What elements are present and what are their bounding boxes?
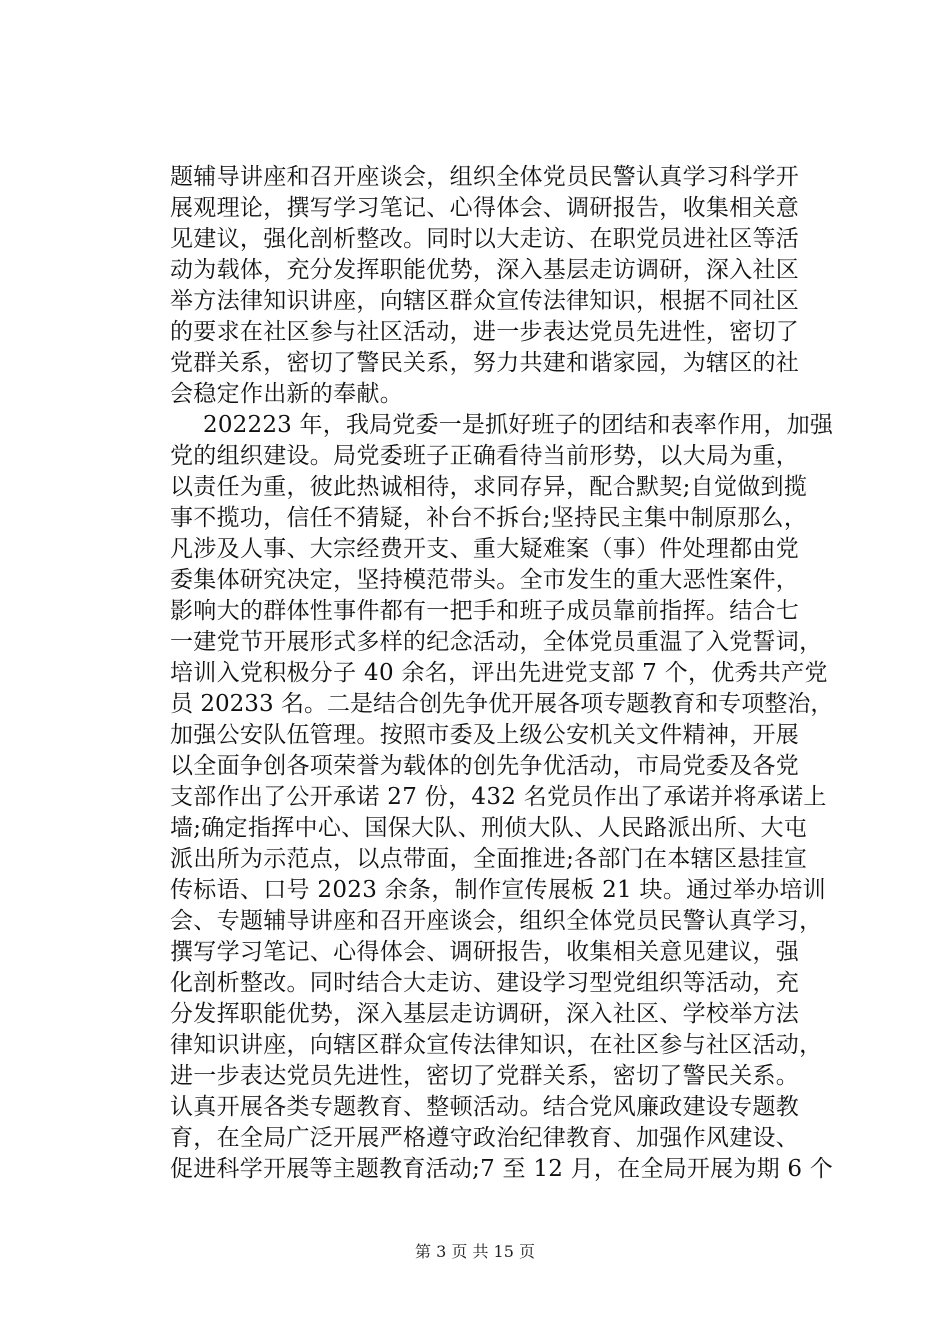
text-line: 化剖析整改。同时结合大走访、建设学习型党组织等活动，充: [170, 970, 800, 996]
text-line: 育，在全局广泛开展严格遵守政治纪律教育、加强作风建设、: [170, 1125, 800, 1151]
text-line: 支部作出了公开承诺 27 份，432 名党员作出了承诺并将承诺上: [170, 784, 827, 810]
text-line: 展观理论，撰写学习笔记、心得体会、调研报告，收集相关意: [170, 195, 800, 221]
text-line: 举方法律知识讲座，向辖区群众宣传法律知识，根据不同社区: [170, 288, 800, 314]
text-line: 认真开展各类专题教育、整顿活动。结合党风廉政建设专题教: [170, 1094, 800, 1120]
text-line: 员 20233 名。二是结合创先争优开展各项专题教育和专项整治，: [170, 691, 834, 717]
text-line: 的要求在社区参与社区活动，进一步表达党员先进性，密切了: [170, 319, 800, 345]
text-line: 培训入党积极分子 40 余名，评出先进党支部 7 个，优秀共产党: [170, 660, 828, 686]
page-footer: 第 3 页 共 15 页: [415, 1242, 535, 1261]
text-line: 党群关系，密切了警民关系，努力共建和谐家园，为辖区的社: [170, 350, 800, 376]
text-line: 以全面争创各项荣誉为载体的创先争优活动，市局党委及各党: [170, 753, 800, 779]
text-line: 党的组织建设。局党委班子正确看待当前形势，以大局为重，: [170, 443, 800, 469]
text-line: 进一步表达党员先进性，密切了党群关系，密切了警民关系。: [170, 1063, 800, 1089]
text-line: 会、专题辅导讲座和召开座谈会，组织全体党员民警认真学习，: [170, 908, 823, 934]
text-line: 加强公安队伍管理。按照市委及上级公安机关文件精神，开展: [170, 722, 800, 748]
text-line: 事不揽功，信任不猜疑，补台不拆台;坚持民主集中制原那么，: [170, 505, 808, 531]
text-line: 凡涉及人事、大宗经费开支、重大疑难案（事）件处理都由党: [170, 536, 800, 562]
text-line: 会稳定作出新的奉献。: [170, 381, 403, 407]
text-line: 律知识讲座，向辖区群众宣传法律知识，在社区参与社区活动，: [170, 1032, 823, 1058]
text-line: 传标语、口号 2023 余条，制作宣传展板 21 块。通过举办培训: [170, 877, 826, 903]
text-line: 以责任为重，彼此热诚相待，求同存异，配合默契;自觉做到揽: [170, 474, 808, 500]
text-line: 墙;确定指挥中心、国保大队、刑侦大队、人民路派出所、大屯: [170, 815, 808, 841]
text-line: 动为载体，充分发挥职能优势，深入基层走访调研，深入社区: [170, 257, 800, 283]
text-line: 派出所为示范点，以点带面，全面推进;各部门在本辖区悬挂宣: [170, 846, 808, 872]
text-line: 202223 年，我局党委一是抓好班子的团结和表率作用，加强: [203, 412, 834, 438]
text-line: 促进科学开展等主题教育活动;7 至 12 月，在全局开展为期 6 个: [170, 1156, 834, 1182]
text-line: 见建议，强化剖析整改。同时以大走访、在职党员进社区等活: [170, 226, 800, 252]
text-line: 撰写学习笔记、心得体会、调研报告，收集相关意见建议，强: [170, 939, 800, 965]
text-line: 影响大的群体性事件都有一把手和班子成员靠前指挥。结合七: [170, 598, 800, 624]
text-line: 题辅导讲座和召开座谈会，组织全体党员民警认真学习科学开: [170, 164, 800, 190]
text-line: 分发挥职能优势，深入基层走访调研，深入社区、学校举方法: [170, 1001, 800, 1027]
text-line: 一建党节开展形式多样的纪念活动，全体党员重温了入党誓词，: [170, 629, 823, 655]
text-line: 委集体研究决定，坚持模范带头。全市发生的重大恶性案件，: [170, 567, 800, 593]
